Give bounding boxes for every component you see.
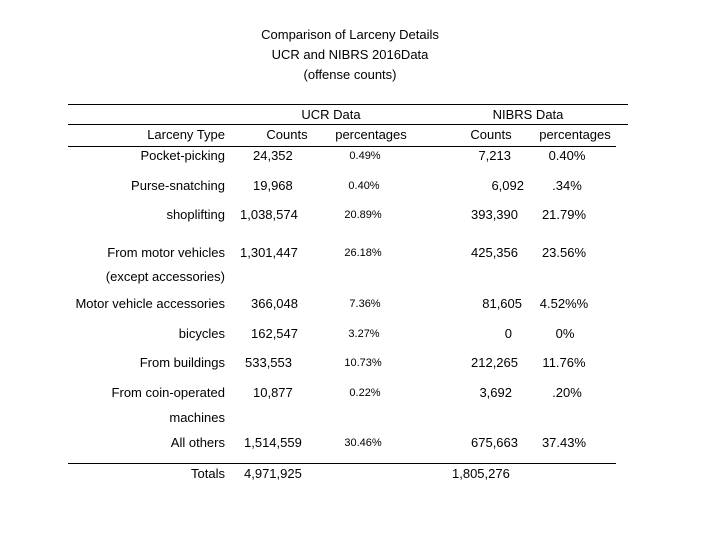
row-nibrs-count: 393,390 [471,207,518,222]
row-ucr-count: 162,547 [251,326,298,341]
row-type: All others [170,435,225,450]
ucr-group-header: UCR Data [301,107,361,122]
title-line-1: Comparison of Larceny Details [261,27,439,42]
row-nibrs-pct: 11.76% [542,355,586,370]
row-nibrs-pct: 0% [555,326,575,341]
row-ucr-pct: 0.22% [349,387,381,399]
row-nibrs-pct: 0.40% [548,148,586,163]
totals-ucr-count: 4,971,925 [244,466,302,481]
table-top-rule [68,104,628,105]
row-nibrs-pct: .34% [552,178,582,193]
totals-nibrs-count: 1,805,276 [452,466,510,481]
totals-label: Totals [191,466,225,481]
col-header-ucr-counts: Counts [266,127,308,142]
row-nibrs-count: 675,663 [471,435,518,450]
row-ucr-count: 533,553 [245,355,292,370]
title-line-3: (offense counts) [303,67,397,82]
nibrs-group-header: NIBRS Data [492,107,564,122]
row-type-continued: (except accessories) [105,269,225,284]
row-nibrs-pct: 23.56% [541,245,587,260]
row-nibrs-pct: 37.43% [541,435,587,450]
row-nibrs-count: 425,356 [471,245,518,260]
row-ucr-pct: 20.89% [344,209,382,221]
row-ucr-pct: 10.73% [344,357,382,369]
col-header-ucr-pct: percentages [335,127,407,142]
row-type: From motor vehicles [107,245,225,260]
row-ucr-count: 366,048 [251,296,298,311]
row-nibrs-pct: 4.52%% [539,296,589,311]
row-type: shoplifting [166,207,225,222]
row-ucr-count: 1,514,559 [244,435,302,450]
row-type-continued: machines [169,410,225,425]
row-nibrs-pct: 21.79% [541,207,587,222]
row-ucr-pct: 3.27% [348,328,380,340]
row-ucr-pct: 0.40% [348,180,380,192]
row-ucr-count: 10,877 [253,385,293,400]
row-type: Pocket-picking [140,148,225,163]
group-header-rule [68,124,628,125]
totals-rule [68,463,616,464]
row-type: Motor vehicle accessories [75,296,225,311]
col-header-nibrs-counts: Counts [470,127,512,142]
row-nibrs-count: 3,692 [479,385,512,400]
row-ucr-count: 1,038,574 [240,207,298,222]
row-nibrs-count: 6,092 [491,178,524,193]
title-line-2: UCR and NIBRS 2016Data [271,47,429,62]
column-header-rule [68,146,616,147]
col-header-nibrs-pct: percentages [539,127,611,142]
row-nibrs-count: 7,213 [478,148,511,163]
row-type: From coin-operated [111,385,225,400]
row-nibrs-count: 81,605 [482,296,522,311]
row-type: bicycles [178,326,225,341]
row-ucr-pct: 0.49% [349,150,381,162]
row-nibrs-count: 212,265 [471,355,518,370]
row-nibrs-pct: .20% [552,385,582,400]
row-ucr-count: 19,968 [253,178,293,193]
row-ucr-pct: 30.46% [344,437,382,449]
row-ucr-pct: 26.18% [344,247,382,259]
row-ucr-pct: 7.36% [349,298,381,310]
row-ucr-count: 1,301,447 [240,245,298,260]
row-nibrs-count: 0 [504,326,512,341]
row-ucr-count: 24,352 [253,148,293,163]
row-type: From buildings [139,355,225,370]
col-header-type: Larceny Type [147,127,225,142]
row-type: Purse-snatching [131,178,225,193]
